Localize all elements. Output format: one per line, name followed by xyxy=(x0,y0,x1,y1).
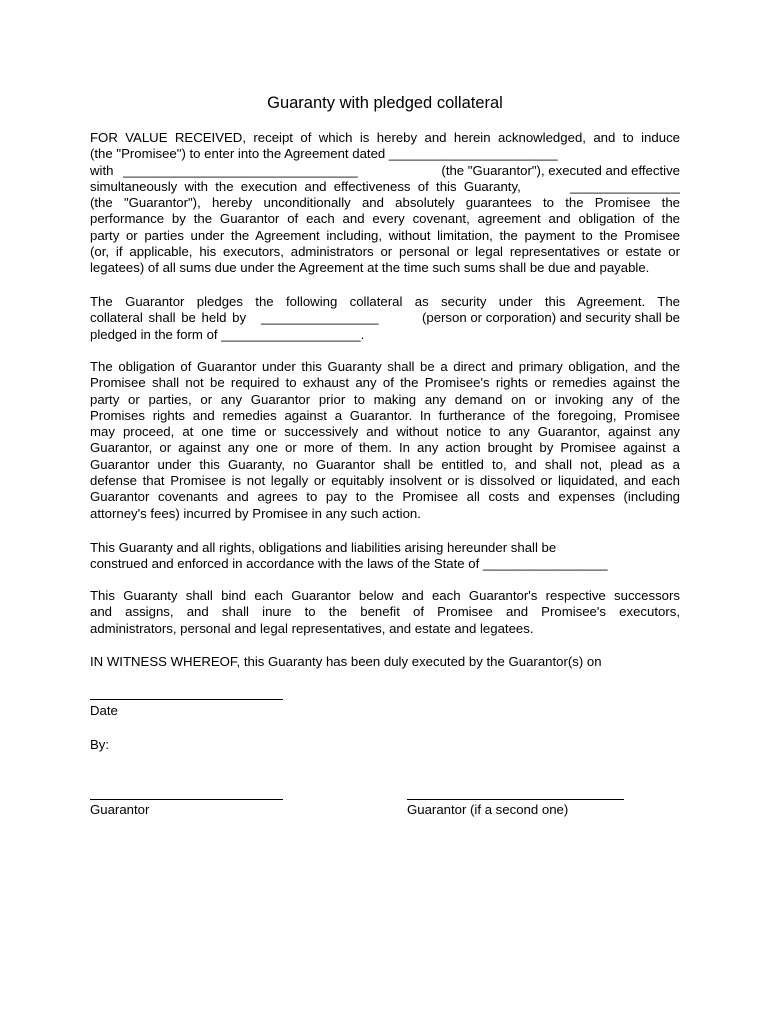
state-blank[interactable]: _________________ xyxy=(482,556,608,572)
text-segment: . xyxy=(360,326,365,342)
text-line xyxy=(90,179,680,195)
guarantor-signature-line[interactable] xyxy=(90,799,283,800)
document-title: Guaranty with pledged collateral xyxy=(267,94,503,112)
text-line: The obligation of Guarantor under this Guaranty shall be a direct and primary obligation, and the xyxy=(90,359,680,374)
text-segment: construed and enforced in accordance with the laws of the State of xyxy=(90,556,483,572)
text-line: Promises rights and remedies against a Guarantor. In furtherance of the foregoing, Promisee xyxy=(90,407,680,423)
text-segment: (the "Guarantor"), executed and effective xyxy=(441,162,680,178)
text-line: Guarantor covenants and agrees to pay to the Promisee all costs and expenses (including xyxy=(90,489,680,505)
text-line: This Guaranty and all rights, obligations and liabilities arising hereunder shall be xyxy=(90,540,557,555)
text-line xyxy=(90,310,680,326)
paragraph-governing-law xyxy=(90,540,680,573)
guarantor-name-blank[interactable]: ________________________________ xyxy=(123,162,358,178)
text-segment: collateral shall be held by xyxy=(90,310,247,326)
text-line: The Guarantor pledges the following collateral as security under this Agreement. The xyxy=(90,294,680,309)
text-segment: pledged in the form of xyxy=(90,326,222,342)
guarantor-blank[interactable]: _______________ xyxy=(569,178,680,194)
text-line: Promisee shall not be required to exhaust any of the Promisee's rights or remedies against the xyxy=(90,375,680,391)
second-guarantor-signature-line[interactable] xyxy=(407,799,624,800)
text-line: defense that Promisee is not legally or equitably insolvent or is dissolved or liquidated, and each xyxy=(90,473,680,489)
paragraph-consideration xyxy=(90,130,680,277)
text-line: Guarantor under this Guaranty, no Guarantor shall be entitled to, and shall not, plead as a xyxy=(90,456,680,472)
security-form-blank[interactable]: ___________________ xyxy=(221,326,361,342)
date-label: Date xyxy=(90,703,118,718)
text-line: legatees) of all sums due under the Agreement at the time such sums shall be due and payable. xyxy=(90,260,650,276)
collateral-holder-blank[interactable]: ________________ xyxy=(261,310,379,326)
text-segment: (the "Promisee") to enter into the Agreement dated xyxy=(90,146,389,162)
text-line: party or parties under the Agreement including, without limitation, the payment to the Promisee xyxy=(90,227,680,243)
text-line: Guarantor, or against any one or more of them. In any action brought by Promisee against a xyxy=(90,440,680,456)
text-line: FOR VALUE RECEIVED, receipt of which is hereby and herein acknowledged, and to induce xyxy=(90,130,680,145)
text-line xyxy=(90,327,680,343)
paragraph-binding xyxy=(90,588,680,637)
paragraph-collateral xyxy=(90,294,680,343)
agreement-date-blank[interactable]: _______________________ xyxy=(388,146,558,162)
text-line: administrators, personal and legal representatives, and estate and legatees. xyxy=(90,620,534,636)
text-line xyxy=(90,556,680,572)
text-line: party or parties, or any Guarantor prior to making any demand on or invoking any of the xyxy=(90,391,680,407)
text-line: and assigns, and shall inure to the benefit of Promisee and Promisee's executors, xyxy=(90,604,680,620)
paragraph-witness xyxy=(90,654,680,670)
text-line: (or, if applicable, his executors, administrators or personal or legal representatives or estate or xyxy=(90,244,680,260)
text-line: (the "Guarantor"), hereby unconditionally and absolutely guarantees to the Promisee the xyxy=(90,195,680,211)
text-line: attorney's fees) incurred by Promisee in any such action. xyxy=(90,505,421,521)
guarantor-label: Guarantor xyxy=(90,802,150,817)
text-line: This Guaranty shall bind each Guarantor below and each Guarantor's respective successors xyxy=(90,588,680,603)
text-line: may proceed, at one time or successively and without notice to any Guarantor, against any xyxy=(90,424,680,440)
text-segment: (person or corporation) and security shall be xyxy=(421,310,680,326)
text-segment: with xyxy=(90,162,114,178)
text-line: IN WITNESS WHEREOF, this Guaranty has been duly executed by the Guarantor(s) on xyxy=(90,654,602,669)
second-guarantor-label: Guarantor (if a second one) xyxy=(407,802,569,817)
by-label: By: xyxy=(90,737,110,752)
date-signature-line[interactable] xyxy=(90,699,283,700)
text-segment: simultaneously with the execution and effectiveness of this Guaranty, xyxy=(90,178,521,194)
text-line: performance by the Guarantor of each and every covenant, agreement and obligation of the xyxy=(90,211,680,227)
paragraph-obligation xyxy=(90,359,680,522)
text-line xyxy=(90,163,680,179)
text-line xyxy=(90,146,680,162)
